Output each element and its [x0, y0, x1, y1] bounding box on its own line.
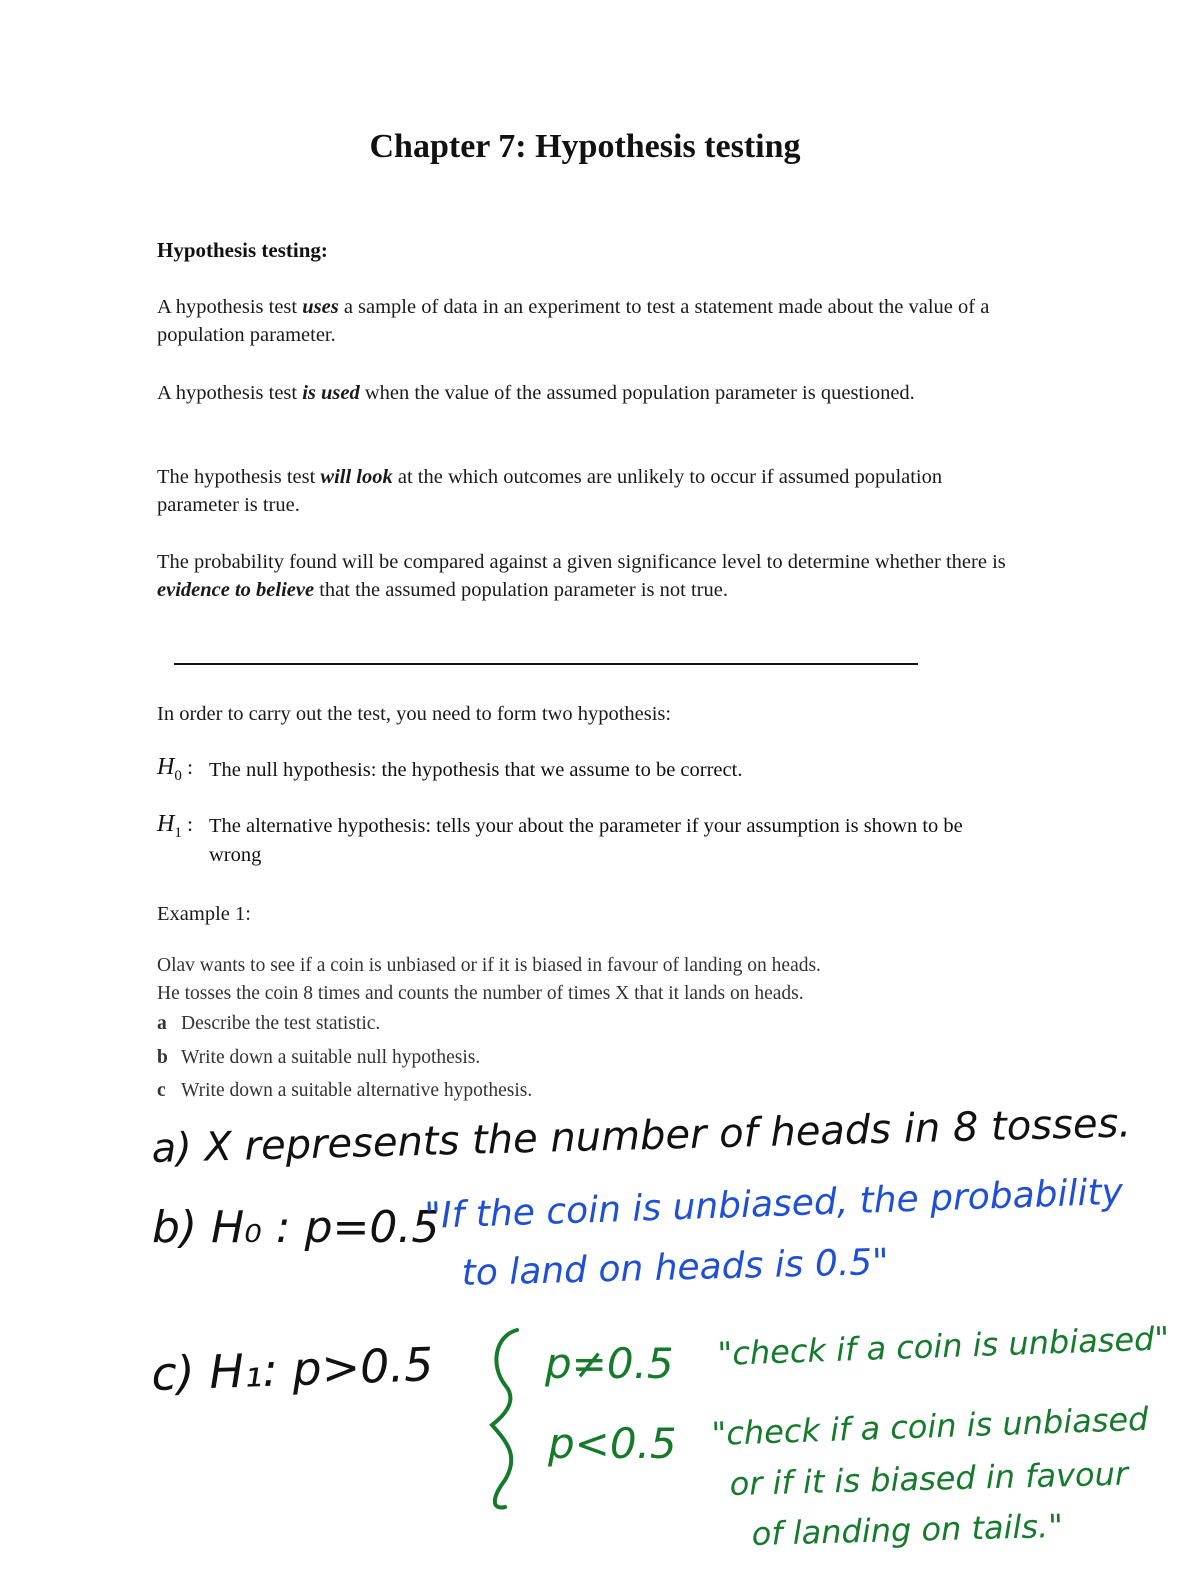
item-key: b [157, 1047, 168, 1068]
hw-answer-b-note-1: "If the coin is unbiased, the probability [423, 1171, 1124, 1237]
emphasis: evidence to believe [157, 579, 315, 601]
colon: : [181, 812, 193, 836]
emphasis: uses [302, 296, 339, 318]
hw-answer-b-label: b) H₀ : p=0.5 [152, 1202, 440, 1253]
text: at the which outcomes are unlikely to occur if assumed population parameter is true. [157, 466, 943, 516]
intro-text: In order to carry out the test, you need to form two hypothesis: [157, 703, 672, 725]
text: The hypothesis test [157, 466, 321, 488]
hw-answer-b-note-2: to land on heads is 0.5" [461, 1241, 890, 1294]
item-text: Write down a suitable null hypothesis. [181, 1047, 481, 1068]
text: The probability found will be compared against a given significance level to determine whether there is [157, 551, 1006, 573]
text: that the assumed population parameter is not true. [314, 579, 728, 601]
colon: : [181, 755, 193, 779]
section-heading: Hypothesis testing: [157, 238, 328, 262]
emphasis: is used [302, 382, 360, 404]
hw-brace [492, 1330, 517, 1508]
subscript: 0 [174, 767, 182, 784]
item-text: Describe the test statistic. [181, 1013, 381, 1034]
alt-hypothesis-text: The alternative hypothesis: tells your about the parameter if your assumption is shown to be wrong [209, 815, 963, 866]
symbol: H [157, 811, 175, 837]
example-line-2: He tosses the coin 8 times and counts the number of times X that it lands on heads. [157, 983, 804, 1004]
emphasis: will look [320, 466, 393, 488]
hw-alt-1-note: "check if a coin is unbiased" [716, 1319, 1170, 1373]
hw-answer-a: a) X represents the number of heads in 8 tosses. [151, 1100, 1132, 1172]
hw-alt-2: p<0.5 [548, 1419, 677, 1468]
hw-answer-c-label: c) H₁: p>0.5 [150, 1337, 435, 1401]
example-label: Example 1: [157, 903, 251, 925]
hw-alt-2-note-1: "check if a coin is unbiased [710, 1399, 1149, 1453]
subscript: 1 [174, 824, 182, 841]
example-line-1: Olav wants to see if a coin is unbiased or if it is biased in favour of landing on heads. [157, 955, 821, 976]
hw-alt-2-note-2: or if it is biased in favour [729, 1454, 1129, 1503]
item-key: c [157, 1080, 166, 1101]
text: A hypothesis test [157, 382, 303, 404]
null-hypothesis-text: The null hypothesis: the hypothesis that we assume to be correct. [209, 759, 743, 781]
text: when the value of the assumed population parameter is questioned. [359, 382, 915, 404]
text: A hypothesis test [157, 296, 303, 318]
text: a sample of data in an experiment to test a statement made about the value of a population parameter. [157, 296, 990, 346]
hw-alt-1: p≠0.5 [545, 1339, 674, 1388]
item-key: a [157, 1013, 167, 1034]
hw-alt-2-note-3: of landing on tails." [751, 1506, 1064, 1553]
page-title: Chapter 7: Hypothesis testing [369, 128, 801, 165]
item-text: Write down a suitable alternative hypothesis. [181, 1080, 533, 1101]
symbol: H [157, 754, 175, 780]
